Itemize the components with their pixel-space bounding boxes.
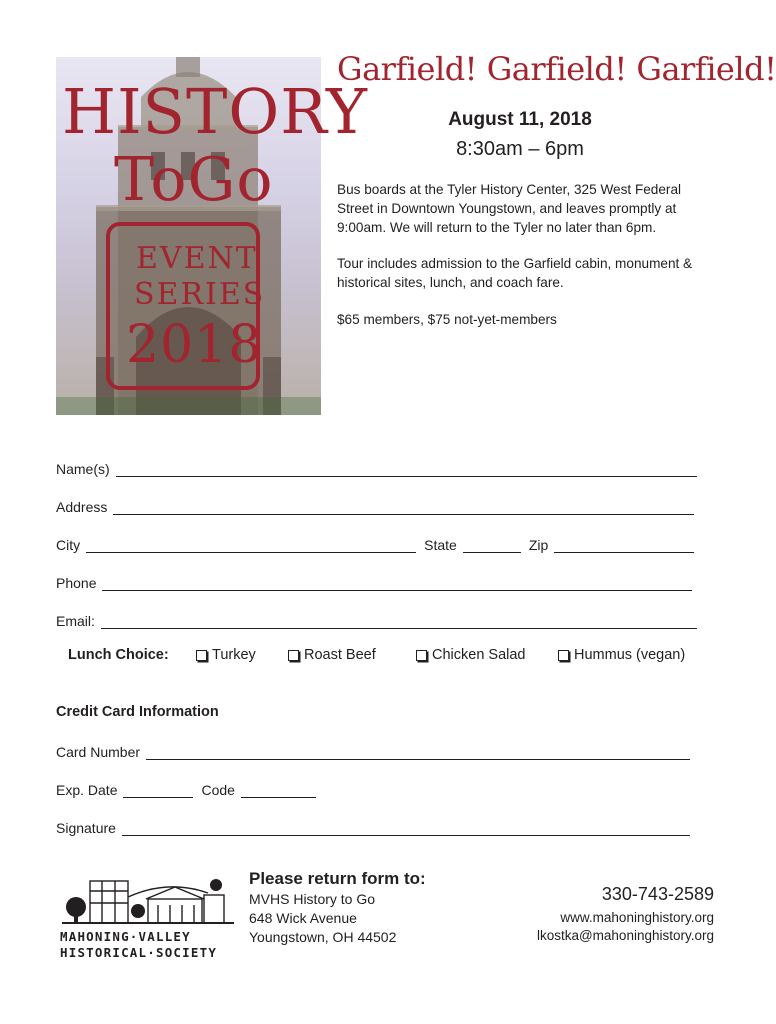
return-address-line1: MVHS History to Go — [249, 891, 376, 907]
state-field[interactable] — [463, 538, 521, 553]
lunch-option-hummus[interactable]: Hummus (vegan) — [558, 647, 685, 663]
event-date: August 11, 2018 — [448, 109, 592, 130]
checkbox-icon[interactable] — [196, 650, 207, 661]
event-inclusions: Tour includes admission to the Garfield cabin, monument & historical sites, lunch, and coach fare. — [337, 256, 693, 290]
card-number-row — [56, 740, 690, 760]
contact-email[interactable]: lkostka@mahoninghistory.org — [536, 928, 714, 943]
return-address-line3: Youngstown, OH 44502 — [249, 929, 397, 945]
event-title: Garfield! Garfield! Garfield! — [337, 50, 776, 88]
lunch-option-chicken-salad[interactable]: Chicken Salad — [416, 647, 526, 663]
city-field[interactable] — [86, 538, 416, 553]
card-number-label: Card Number — [56, 744, 141, 760]
exp-code-row — [56, 778, 316, 798]
return-address-line2: 648 Wick Avenue — [249, 910, 357, 926]
lunch-option-roast-beef[interactable]: Roast Beef — [288, 647, 376, 663]
phone-label: Phone — [56, 575, 97, 591]
zip-field[interactable] — [554, 538, 694, 553]
contact-phone: 330-743-2589 — [601, 884, 714, 904]
names-label: Name(s) — [56, 461, 110, 477]
checkbox-icon[interactable] — [416, 650, 427, 661]
card-number-field[interactable] — [146, 745, 690, 760]
email-field[interactable] — [101, 614, 697, 629]
city-label: City — [56, 537, 81, 553]
code-field[interactable] — [241, 783, 316, 798]
names-field[interactable] — [116, 462, 697, 477]
lunch-choice-label: Lunch Choice: — [68, 647, 169, 663]
exp-date-label: Exp. Date — [56, 782, 118, 798]
credit-card-heading: Credit Card Information — [56, 704, 219, 720]
poster-series-text: SERIES — [134, 277, 266, 312]
event-time: 8:30am – 6pm — [456, 138, 584, 160]
mahoning-valley-logo — [58, 873, 236, 963]
phone-field[interactable] — [102, 576, 692, 591]
lunch-option-turkey[interactable]: Turkey — [196, 647, 256, 663]
poster-togo-text: ToGo — [114, 145, 274, 215]
exp-date-field[interactable] — [123, 783, 193, 798]
checkbox-icon[interactable] — [288, 650, 299, 661]
code-label: Code — [201, 782, 235, 798]
email-row — [56, 609, 697, 629]
event-description: Bus boards at the Tyler History Center, 325 West Federal Street in Downtown Youngstown, and leaves promptly at 9:00am. We will return to the Tyler no later than 6pm. — [337, 182, 682, 235]
signature-row — [56, 816, 690, 836]
return-heading: Please return form to: — [249, 869, 426, 888]
address-label: Address — [56, 499, 108, 515]
poster-event-text: EVENT — [136, 241, 258, 276]
state-label: State — [424, 537, 457, 553]
city-state-zip-row — [56, 533, 694, 553]
names-row — [56, 457, 697, 477]
signature-field[interactable] — [122, 821, 690, 836]
phone-row — [56, 571, 692, 591]
zip-label: Zip — [528, 537, 549, 553]
logo-text-line1: MAHONING·VALLEY — [60, 929, 191, 944]
signature-label: Signature — [56, 820, 116, 836]
contact-website[interactable]: www.mahoninghistory.org — [560, 910, 714, 925]
event-poster — [56, 57, 368, 415]
logo-text-line2: HISTORICAL·SOCIETY — [60, 945, 218, 960]
address-field[interactable] — [113, 500, 694, 515]
checkbox-icon[interactable] — [558, 650, 569, 661]
email-label: Email: — [56, 613, 95, 629]
event-price: $65 members, $75 not-yet-members — [337, 312, 557, 327]
poster-year-text: 2018 — [126, 315, 263, 375]
poster-history-text: HISTORY — [62, 75, 368, 148]
address-row — [56, 495, 694, 515]
